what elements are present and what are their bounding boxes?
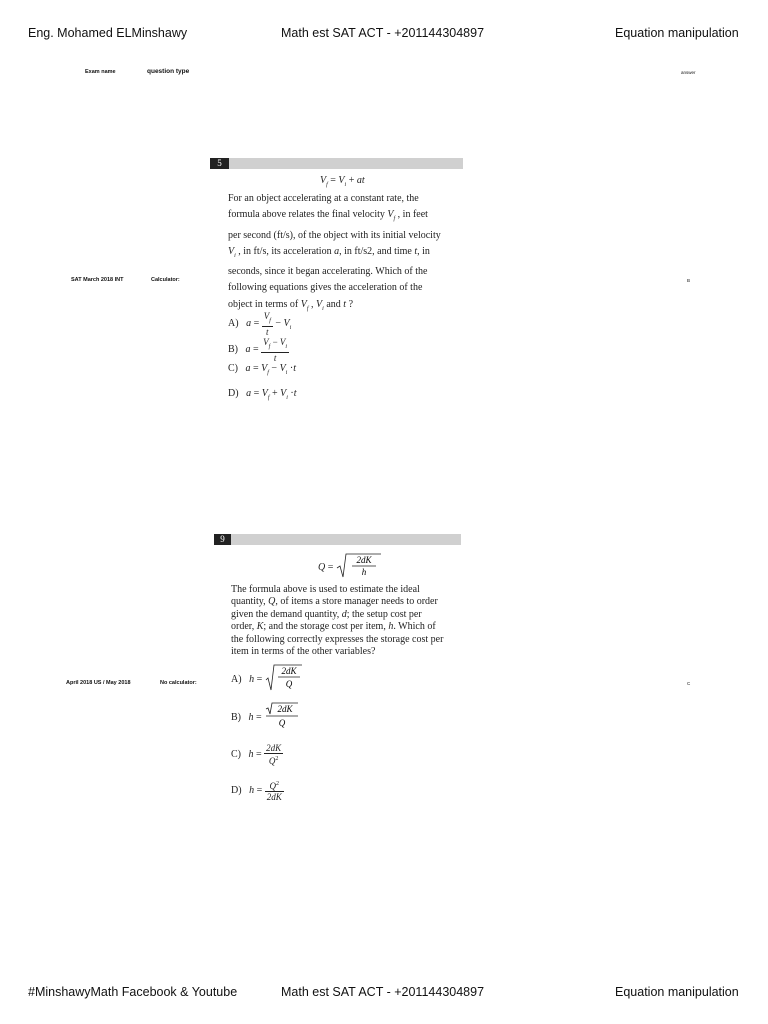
q1-stem-formula: $V_f = V_i$ + at xyxy=(320,175,365,188)
answer-header: answer xyxy=(681,70,696,75)
q1-text-line: seconds, since it began accelerating. Which of the xyxy=(228,266,428,278)
q2-exam-name: April 2018 US / May 2018 xyxy=(66,680,131,686)
q2-text xyxy=(231,584,466,658)
q1-text-line: per second (ft/s), of the object with its initial velocity xyxy=(228,229,441,241)
footer-contact: Math est SAT ACT - +201144304897 xyxy=(281,985,485,999)
q2-choice-c[interactable]: C) h = $\frac{2dK}{Q^2}$ xyxy=(231,743,282,766)
sqrt-icon xyxy=(265,664,303,695)
q1-exam-name: SAT March 2018 INT xyxy=(71,277,124,283)
svg-text:2dK: 2dK xyxy=(277,704,293,714)
footer-topic: Equation manipulation xyxy=(615,985,739,999)
q2-text-line: The formula above is used to estimate the ideal xyxy=(231,584,420,595)
footer-social: #MinshawyMath Facebook & Youtube xyxy=(28,985,238,999)
q2-question-type: No calculator: xyxy=(160,680,197,686)
q1-choice-c[interactable]: C) $a = V_f - V_i \cdot t$ xyxy=(228,363,296,376)
svg-text:Q: Q xyxy=(285,679,292,689)
q1-text-line: $V_i$ , in ft/s, its acceleration a, in ft/s2, and time t, in xyxy=(228,245,430,259)
q2-text-line: order, K; and the storage cost per item, h. Which of xyxy=(231,621,436,633)
header-topic: Equation manipulation xyxy=(615,26,739,40)
q1-text xyxy=(228,191,468,317)
q1-choice-d[interactable]: D) $a = V_f + V_i \cdot t$ xyxy=(228,388,297,401)
q2-number-bar xyxy=(214,534,461,545)
svg-text:h: h xyxy=(361,567,367,577)
q2-text-line: quantity, Q, of items a store manager needs to order xyxy=(231,596,438,608)
q2-choice-b[interactable]: B) h = 2dK Q xyxy=(231,702,300,733)
q1-choice-b[interactable]: B) a = $\frac{V_f - V_i}{t}$ xyxy=(228,337,288,363)
svg-text:2dK: 2dK xyxy=(356,555,372,565)
q1-text-line: For an object accelerating at a constant rate, the xyxy=(228,193,419,204)
q2-text-line: the following correctly expresses the storage cost per xyxy=(231,633,444,645)
q1-choice-a[interactable]: A) a = $\frac{V_f}{t}$ − $V_i$ xyxy=(228,311,292,337)
q1-answer: B xyxy=(687,278,691,283)
svg-text:Q: Q xyxy=(278,718,286,728)
sqrt-icon xyxy=(264,702,300,733)
q2-text-line: given the demand quantity, d; the setup cost per xyxy=(231,608,422,620)
q1-text-line: formula above relates the final velocity $V_f$ , in feet xyxy=(228,209,428,223)
q1-text-line: object in terms of $V_f$ , $V_i$ and t ? xyxy=(228,298,354,312)
q1-question-type: Calculator: xyxy=(151,277,180,283)
sqrt-icon xyxy=(336,553,382,582)
q2-stem-formula: Q = 2dK h xyxy=(318,553,382,582)
question-type-header: question type xyxy=(147,68,190,75)
q2-text-line: item in terms of the other variables? xyxy=(231,646,376,658)
header-author: Eng. Mohamed ELMinshawy xyxy=(28,26,188,40)
svg-text:2dK: 2dK xyxy=(281,666,297,676)
header-contact: Math est SAT ACT - +201144304897 xyxy=(281,26,485,40)
q2-answer: C xyxy=(687,681,691,686)
q2-number: 9 xyxy=(214,534,231,545)
q2-choice-d[interactable]: D) h = $\frac{Q^2}{2dK}$ xyxy=(231,781,282,802)
exam-name-header: Exam name xyxy=(85,69,116,75)
q1-text-line: following equations gives the acceleration of the xyxy=(228,282,423,294)
q2-choice-a[interactable]: A) h = 2dK Q xyxy=(231,664,303,695)
q1-number-bar xyxy=(210,158,463,169)
q1-number: 5 xyxy=(210,158,229,169)
